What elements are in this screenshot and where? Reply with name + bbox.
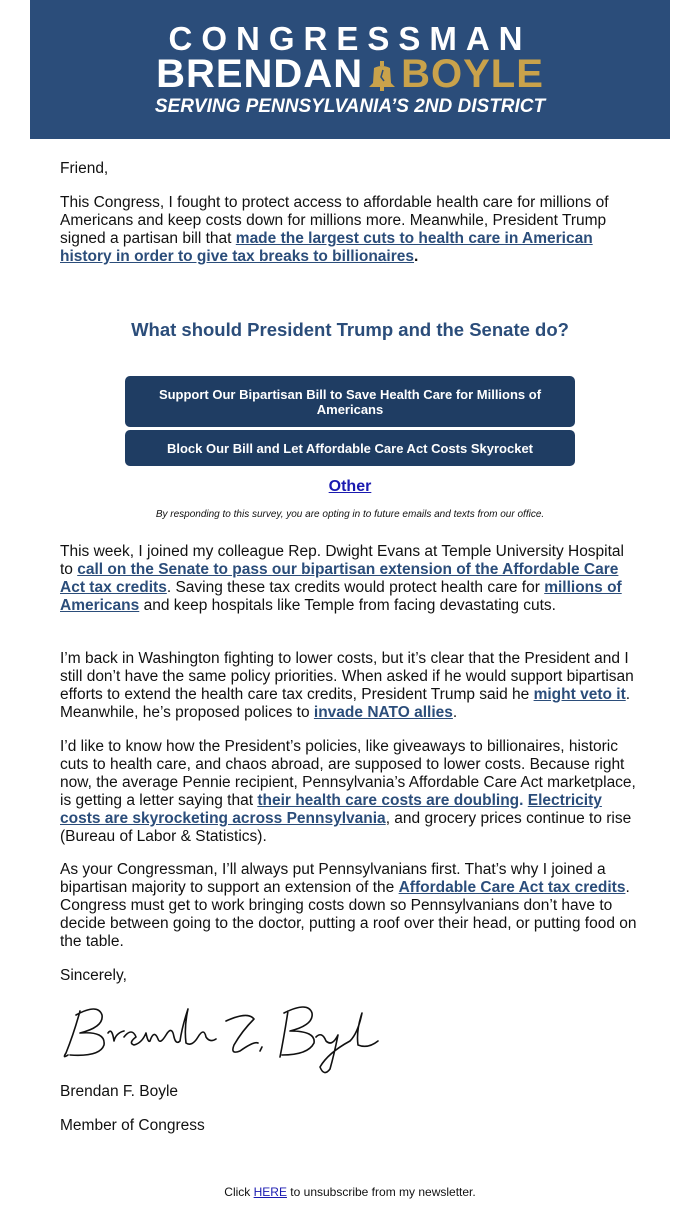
aca-tax-credits-link[interactable]: Affordable Care Act tax credits <box>398 879 626 896</box>
paragraph-temple <box>60 543 640 615</box>
para1-text-a: This week, I joined my colleague Rep. Dwight Evans at Temple University Hospital to <box>60 543 624 578</box>
paragraph-costs <box>60 738 640 846</box>
senate-extension-link[interactable]: call on the Senate to pass our bipartisan extension of the Affordable Care Act tax credits <box>60 561 619 596</box>
para2-text-c: . <box>452 704 458 721</box>
signature-name: Brendan F. Boyle <box>60 1083 179 1100</box>
banner-tagline: SERVING PENNSYLVANIA’S 2ND DISTRICT <box>154 96 546 117</box>
banner-last-name: BOYLE <box>401 52 544 96</box>
para2-text-b: . Meanwhile, he’s proposed polices to <box>60 686 631 721</box>
support-bill-button[interactable]: Support Our Bipartisan Bill to Save Health Care for Millions of Americans <box>125 376 575 427</box>
para1-text-b: . Saving these tax credits would protect health care for <box>166 579 545 596</box>
liberty-bell-icon <box>369 56 395 101</box>
millions-americans-link[interactable]: millions of Americans <box>60 579 622 614</box>
veto-link[interactable]: might veto it <box>533 686 626 703</box>
unsub-text-b: to unsubscribe from my newsletter. <box>286 1185 476 1199</box>
banner-title: CONGRESSMAN <box>168 20 532 57</box>
signature-title: Member of Congress <box>60 1117 205 1134</box>
survey-question: What should President Trump and the Senate do? <box>131 319 569 340</box>
intro-paragraph <box>60 194 640 266</box>
banner-name <box>30 52 670 101</box>
greeting: Friend, <box>60 160 109 177</box>
para3-text-b: . <box>519 792 528 809</box>
largest-cuts-link[interactable]: made the largest cuts to health care in American history in order to give tax breaks to billionaires <box>60 230 593 265</box>
banner-first-name: BRENDAN <box>156 52 364 96</box>
other-link[interactable]: Other <box>328 478 372 495</box>
paragraph-congressman <box>60 861 640 951</box>
para3-text-a: I’d like to know how the President’s policies, like giveaways to billionaires, historic cuts to health care, and chaos abroad, are supposed to lower costs. Because right now, the average Pennie recipient, Pennsylvania’s Affordable Care Act marketplace, is getting a letter saying that <box>60 738 636 809</box>
electricity-costs-link[interactable]: Electricity costs are skyrocketing across Pennsylvania <box>60 792 602 827</box>
intro-text-b: . <box>414 248 419 265</box>
survey-disclaimer: By responding to this survey, you are opting in to future emails and texts from our office. <box>155 509 545 520</box>
closing: Sincerely, <box>60 967 127 984</box>
para4-text-b: . Congress must get to work bringing costs down so Pennsylvanians don’t have to decide between going to the doctor, putting a roof over their head, or putting food on the table. <box>60 879 637 950</box>
signature-image <box>58 997 388 1077</box>
block-bill-button[interactable]: Block Our Bill and Let Affordable Care Act Costs Skyrocket <box>125 430 575 466</box>
unsubscribe-link[interactable]: HERE <box>253 1185 287 1199</box>
intro-text-a: This Congress, I fought to protect access to affordable health care for millions of Americans and keep costs down for millions more. Meanwhile, President Trump signed a partisan bill that <box>60 194 609 247</box>
para1-text-c: and keep hospitals like Temple from facing devastating cuts. <box>139 597 556 614</box>
paragraph-washington <box>60 650 640 722</box>
unsubscribe-footer <box>0 1185 700 1199</box>
unsub-text-a: Click <box>224 1185 254 1199</box>
header-banner <box>30 0 670 139</box>
para3-text-c: , and grocery prices continue to rise (Bureau of Labor & Statistics). <box>60 810 632 845</box>
para4-text-a: As your Congressman, I’ll always put Pennsylvanians first. That’s why I joined a bipartisan majority to support an extension of the <box>60 861 606 896</box>
costs-doubling-link[interactable]: their health care costs are doubling <box>257 792 520 809</box>
nato-link[interactable]: invade NATO allies <box>313 704 453 721</box>
other-option <box>0 478 700 496</box>
para2-text-a: I’m back in Washington fighting to lower costs, but it’s clear that the President and I still don’t have the same policy priorities. When asked if he would support bipartisan efforts to extend the health care tax credits, President Trump said he <box>60 650 634 703</box>
